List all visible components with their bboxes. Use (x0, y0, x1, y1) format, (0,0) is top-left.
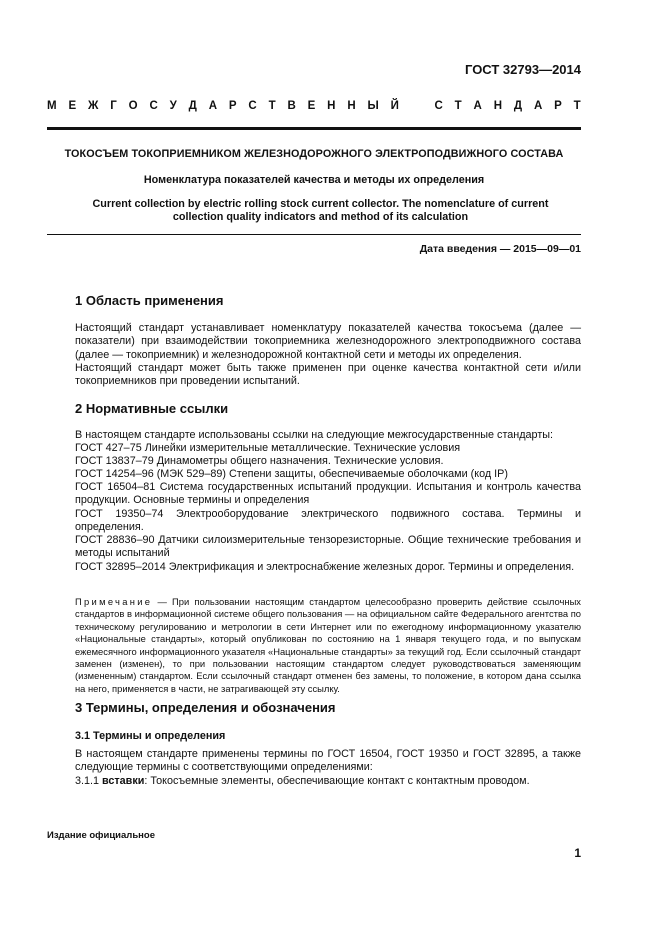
introduction-date: Дата введения — 2015—09—01 (419, 243, 581, 255)
spaced-heading-letter: С (248, 100, 257, 112)
spaced-heading-letter: А (533, 100, 543, 112)
spaced-heading-letter: Г (110, 100, 117, 112)
term-definition (75, 775, 530, 787)
spaced-heading (47, 100, 581, 112)
spaced-heading-letter: Н (327, 100, 336, 112)
spaced-heading-letter: У (169, 100, 177, 112)
spaced-heading-letter: Е (307, 100, 316, 112)
edition-label: Издание официальное (47, 830, 155, 841)
spaced-heading-letter: В (287, 100, 296, 112)
spaced-heading-letter: А (473, 100, 482, 112)
spaced-heading-letter: Т (454, 100, 462, 112)
english-title: Current collection by electric rolling stock current collector. The nomenclature of current collection quality indicators and method of its calculation (92, 198, 549, 223)
spaced-heading-letter: А (208, 100, 218, 112)
reference-item: ГОСТ 16504–81 Система государственных испытаний продукции. Испытания и контроль качества продукции. Основные термины и определения (75, 481, 581, 507)
spaced-heading-letter: Й (390, 100, 399, 112)
spaced-heading-letter: М (47, 100, 57, 112)
note-text: — При пользовании настоящим стандартом целесообразно проверить действие ссылочных стандартов в информационной системе общего пользования — на официальном сайте Федерального агентства по техническому регулированию и метрологии в сети Интернет или по ежегодному информационному указателю «Национальные стандарты», который опубликован по состоянию на 1 января текущего года, и по выпускам ежемесячного информационного указателя «Национальные стандарты» за текущий год. Если ссылочный стандарт заменен (изменен), то при пользовании настоящим стандартом следует руководствоваться заменяющим (измененным) стандартом. Если ссылочный стандарт отменен без замены, то положение, в котором дана ссылка на него, применяется в части, не затрагивающей эту ссылку. (75, 596, 581, 694)
spaced-heading-letter: Ы (367, 100, 379, 112)
spaced-heading-letter: Т (573, 100, 581, 112)
spaced-heading-letter: Д (188, 100, 197, 112)
spaced-heading-letter: С (149, 100, 158, 112)
spaced-heading-letter: Е (68, 100, 77, 112)
note-label: Примечание (75, 596, 153, 607)
section-2-intro: В настоящем стандарте использованы ссылки на следующие межгосударственные стандарты: (75, 429, 554, 441)
section-2-heading: 2 Нормативные ссылки (75, 401, 229, 416)
reference-item: ГОСТ 427–75 Линейки измерительные металлические. Технические условия (75, 442, 461, 454)
spaced-heading-letter: С (434, 100, 443, 112)
document-subtitle: Номенклатура показателей качества и методы их определения (143, 174, 485, 186)
reference-item: ГОСТ 32895–2014 Электрификация и электроснабжение железных дорог. Термины и определения. (75, 561, 575, 573)
reference-item: ГОСТ 13837–79 Динамометры общего назначения. Технические условия. (75, 455, 444, 467)
section-1-heading: 1 Область применения (75, 293, 224, 308)
spaced-heading-letter: Т (268, 100, 276, 112)
term-number: 3.1.1 (75, 775, 100, 787)
spaced-heading-letter: О (128, 100, 138, 112)
reference-item: ГОСТ 28836–90 Датчики силоизмерительные тензорезисторные. Общие технические требования и методы испытаний (75, 534, 581, 560)
section-3-heading: 3 Термины, определения и обозначения (75, 700, 336, 715)
spaced-heading-letter: Н (347, 100, 356, 112)
spaced-heading-letter: Д (513, 100, 523, 112)
subsection-3-1-heading: 3.1 Термины и определения (75, 730, 226, 742)
gost-code: ГОСТ 32793—2014 (465, 62, 581, 77)
document-title: ТОКОСЪЕМ ТОКОПРИЕМНИКОМ ЖЕЛЕЗНОДОРОЖНОГО ЭЛЕКТРОПОДВИЖНОГО СОСТАВА (64, 148, 564, 160)
spaced-heading-letter: Ж (87, 100, 99, 112)
reference-item: ГОСТ 14254–96 (МЭК 529–89) Степени защиты, обеспечиваемые оболочками (код IP) (75, 468, 508, 480)
page-number: 1 (574, 846, 581, 860)
section-1-paragraph-1: Настоящий стандарт устанавливает номенклатуру показателей качества токосъема (далее — показатели) при взаимодействии токоприемника железнодорожного электроподвижного состава (далее — токоприемник) и железнодорожной контактной сети и методы их определения. (75, 322, 581, 361)
term-word: вставки (102, 775, 145, 787)
section-1-paragraph-2: Настоящий стандарт может быть также применен при оценке качества контактной сети и/или токоприемников при проведении испытаний. (75, 362, 581, 388)
normative-note (47, 596, 581, 695)
spaced-heading-letter: Р (228, 100, 237, 112)
spaced-heading-letter: Р (554, 100, 562, 112)
section-3-paragraph: В настоящем стандарте применены термины по ГОСТ 16504, ГОСТ 19350 и ГОСТ 32895, а также следующие термины с соответствующими определениями: (75, 748, 581, 774)
reference-item: ГОСТ 19350–74 Электрооборудование электрического подвижного состава. Термины и определения. (75, 508, 581, 534)
spaced-heading-letter: Н (493, 100, 503, 112)
term-definition-text: : Токосъемные элементы, обеспечивающие контакт с контактным проводом. (144, 775, 530, 787)
thick-divider (47, 127, 581, 130)
thin-divider (47, 234, 581, 235)
